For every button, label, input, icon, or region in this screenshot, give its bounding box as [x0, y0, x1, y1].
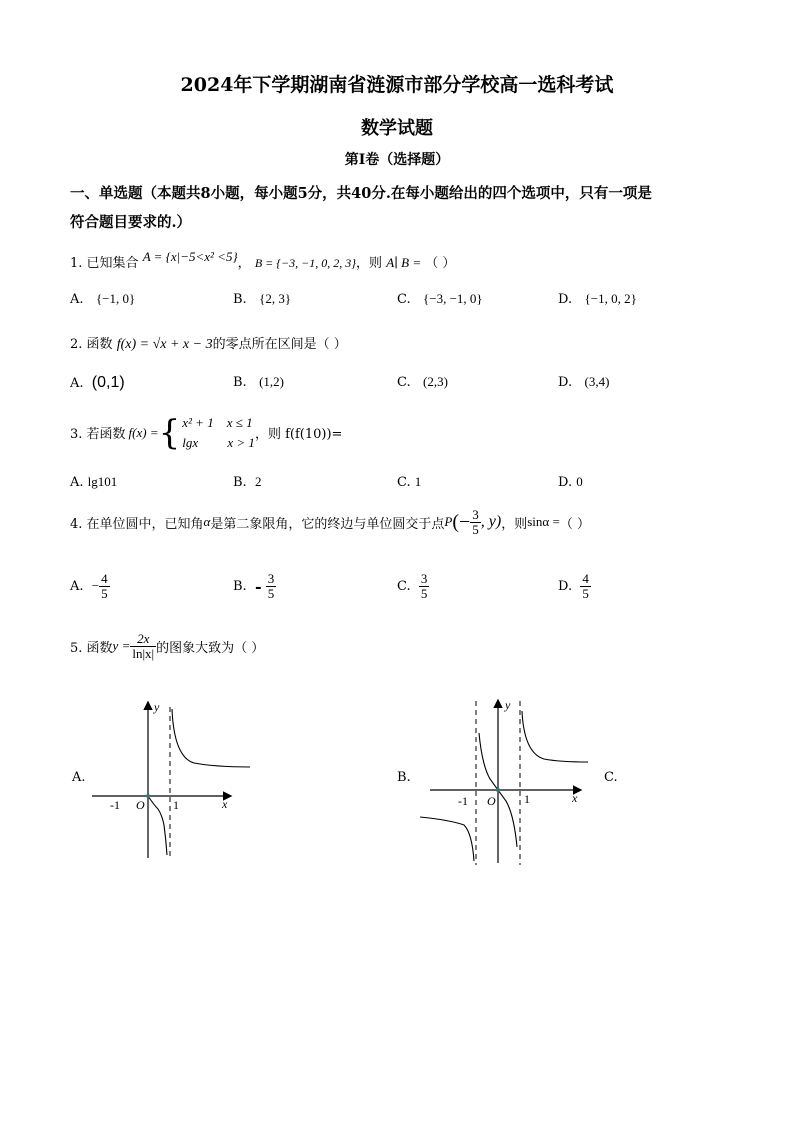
- option-label: B.: [233, 578, 247, 594]
- q4-option-c: [397, 572, 429, 600]
- option-label: C.: [397, 375, 411, 390]
- option-label: A.: [70, 376, 84, 391]
- graph-label-one: 1: [173, 798, 179, 812]
- curve-right-branch: [172, 709, 250, 767]
- q2-option-a: [70, 374, 125, 392]
- fraction-denominator: 5: [101, 585, 108, 601]
- option-text: {2, 3}: [259, 291, 292, 306]
- q3-cases: [159, 413, 255, 452]
- option-label: C.: [397, 292, 411, 307]
- graph-label-y: y: [154, 700, 160, 714]
- option-label: A.: [70, 292, 84, 307]
- q5-graph-a: [90, 695, 250, 865]
- option-text: (3,4): [584, 374, 610, 389]
- option-label: A.: [70, 475, 84, 490]
- part-title: 第Ⅰ卷（选择题）: [344, 152, 450, 168]
- q1-sep: ，: [237, 256, 251, 271]
- curve-left-branch: [148, 796, 167, 855]
- graph-label-neg1: -1: [458, 794, 468, 808]
- option-text: (2,3): [423, 374, 448, 389]
- q5-fraction: [130, 632, 156, 660]
- q3-option-d: [558, 474, 583, 490]
- graph-label-y: y: [505, 698, 511, 712]
- q4-target: sinα =: [527, 514, 560, 530]
- q4-option-d: [558, 572, 591, 600]
- option-label: D.: [558, 375, 573, 390]
- q1-set-a: A = {x|−5<x² <5}: [142, 249, 238, 264]
- curve-left-branch: [420, 817, 474, 861]
- q4-prefix: 4. 在单位圆中，已知角: [70, 516, 204, 532]
- option-label: D.: [558, 475, 573, 490]
- q3-case1: x² + 1 x ≤ 1: [182, 415, 253, 430]
- q5-option-c-label: C.: [604, 770, 618, 785]
- option-label: A.: [70, 578, 84, 594]
- q4-alpha: α: [203, 514, 211, 530]
- origin-point: [146, 794, 150, 798]
- fraction-denominator: ln|x|: [132, 645, 155, 661]
- question-3: [70, 413, 342, 452]
- fraction-numerator: 3: [420, 571, 428, 586]
- graph-label-x: x: [222, 797, 228, 811]
- q1-option-c: [397, 291, 483, 307]
- graph-label-one: 1: [524, 792, 530, 806]
- q2-option-d: [558, 374, 609, 390]
- subject-title: 数学试题: [361, 118, 433, 139]
- q5-graph-b: [420, 693, 590, 868]
- question-4: [70, 508, 590, 536]
- option-label: C.: [397, 578, 411, 594]
- option-sign: -: [254, 576, 262, 596]
- q5-lhs: y =: [112, 638, 131, 654]
- q2-func: f(x) = √x + x − 3: [116, 337, 213, 352]
- q3-suffix: ，则 f(f(10))=: [254, 427, 343, 442]
- q1-set-b: B = {−3, −1, 0, 2, 3}: [254, 256, 357, 270]
- option-label: C.: [397, 475, 411, 490]
- q3-case2: lgx x > 1: [182, 434, 255, 450]
- q2-option-b: [233, 374, 284, 390]
- q3-option-b: [233, 474, 261, 490]
- graph-label-origin: O: [136, 798, 145, 812]
- question-1: [70, 249, 456, 271]
- q5-option-a-label: A.: [72, 770, 86, 785]
- option-text: {−1, 0, 2}: [584, 291, 637, 306]
- exam-title: 2024年下学期湖南省涟源市部分学校高一选科考试: [180, 74, 614, 96]
- q3-option-a: [70, 474, 117, 490]
- q4-point-close: , y): [480, 513, 502, 531]
- q2-suffix: 的零点所在区间是（ ）: [212, 337, 347, 352]
- q3-func: f(x) =: [128, 424, 159, 440]
- q4-point-fraction: [470, 508, 481, 536]
- fraction-denominator: 5: [267, 585, 275, 601]
- q1-option-d: [558, 291, 637, 307]
- option-label: B.: [233, 475, 247, 490]
- origin-point: [496, 788, 500, 792]
- q1-option-a: [70, 291, 135, 307]
- q1-ask: ，则: [356, 256, 383, 271]
- option-fraction: [419, 572, 430, 600]
- q1-paren: （ ）: [425, 256, 456, 271]
- option-text: lg101: [87, 474, 118, 489]
- option-label: D.: [558, 578, 573, 594]
- q4-mid: 是第二象限角，它的终边与单位圆交于点: [210, 516, 445, 532]
- q2-option-c: [397, 374, 448, 390]
- q4-option-b: [233, 572, 276, 600]
- q3-option-c: [397, 474, 421, 490]
- curve-right-branch: [522, 711, 588, 762]
- section-heading-line2: 符合题目要求的.）: [70, 214, 192, 231]
- q4-ask: ，则: [501, 516, 528, 532]
- question-2: [70, 333, 347, 353]
- q5-suffix: 的图象大致为（ ）: [156, 640, 265, 656]
- q5-prefix: 5. 函数: [70, 640, 113, 656]
- q4-paren: （ ）: [559, 516, 590, 532]
- option-text: 2: [254, 474, 262, 489]
- option-text: {−1, 0}: [95, 291, 136, 306]
- fraction-numerator: 3: [472, 507, 479, 522]
- fraction-numerator: 3: [267, 571, 275, 586]
- fraction-numerator: 4: [582, 571, 589, 586]
- brace-glyph: {: [158, 412, 181, 453]
- option-label: B.: [233, 375, 247, 390]
- q4-point-p: P: [444, 514, 453, 530]
- q1-expr: A∣ B =: [386, 255, 422, 270]
- q3-prefix: 3. 若函数: [70, 427, 126, 442]
- graph-label-neg1: -1: [110, 798, 120, 812]
- q5-option-b-label: B.: [397, 770, 411, 785]
- fraction-denominator: 5: [472, 521, 479, 537]
- option-text: 1: [414, 474, 422, 489]
- option-label: B.: [233, 292, 247, 307]
- option-text: (0,1): [91, 374, 125, 391]
- graph-label-origin: O: [487, 794, 496, 808]
- option-text: (1,2): [259, 374, 285, 389]
- q4-option-a: [70, 572, 110, 600]
- question-5: [70, 632, 264, 660]
- section-heading-line1: 一、单选题（本题共8小题，每小题5分，共40分.在每小题给出的四个选项中，只有一项是: [70, 185, 652, 202]
- option-fraction: [99, 572, 110, 600]
- option-text: 0: [576, 474, 583, 489]
- option-sign: −: [91, 578, 100, 594]
- option-fraction: [580, 572, 591, 600]
- option-fraction: [266, 572, 277, 600]
- fraction-denominator: 5: [582, 585, 589, 601]
- fraction-denominator: 5: [420, 585, 428, 601]
- fraction-numerator: 2x: [137, 631, 150, 646]
- q1-prefix: 1. 已知集合: [70, 256, 139, 271]
- q1-option-b: [233, 291, 291, 307]
- q2-prefix: 2. 函数: [70, 337, 113, 352]
- graph-label-x: x: [572, 791, 578, 805]
- option-label: D.: [558, 292, 573, 307]
- option-text: {−3, −1, 0}: [423, 291, 483, 306]
- fraction-numerator: 4: [101, 571, 108, 586]
- q4-point-open: (−: [452, 510, 471, 533]
